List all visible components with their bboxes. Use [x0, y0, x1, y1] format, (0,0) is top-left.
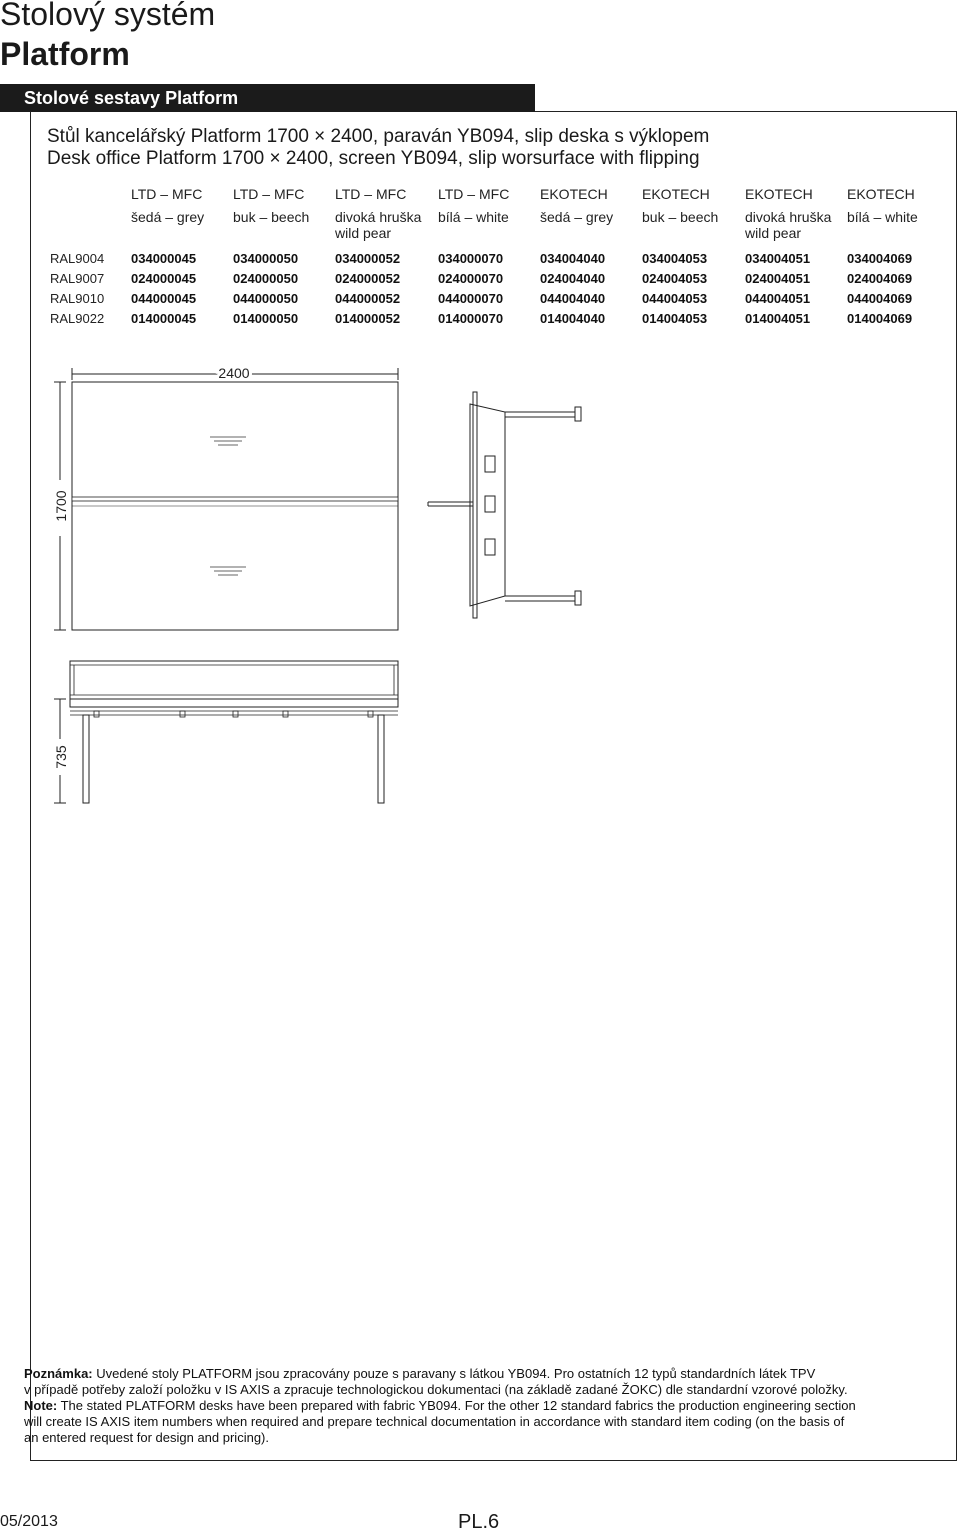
product-code-cell: 034000052: [335, 251, 401, 266]
column-material: EKOTECH: [540, 186, 608, 202]
note-label-cs: Poznámka:: [24, 1366, 93, 1381]
note-label-en: Note:: [24, 1398, 58, 1413]
product-code-cell: 044004051: [745, 291, 811, 306]
product-code-cell: 034000070: [438, 251, 504, 266]
row-ral-label: RAL9010: [50, 291, 105, 306]
column-material: LTD – MFC: [233, 186, 305, 202]
product-code-cell: 034004053: [642, 251, 708, 266]
product-code-cell: 014004051: [745, 311, 811, 326]
width-dimension-label: 2400: [218, 365, 250, 381]
column-color: divoká hruška: [335, 209, 422, 225]
row-ral-label: RAL9007: [50, 271, 105, 286]
product-code-cell: 044000050: [233, 291, 299, 306]
column-material: EKOTECH: [847, 186, 915, 202]
column-material: LTD – MFC: [131, 186, 203, 202]
column-color-en: wild pear: [745, 225, 802, 241]
brand-subtitle: Platform: [0, 36, 130, 72]
product-title-cs: Stůl kancelářský Platform 1700 × 2400, paraván YB094, slip deska s výklopem: [47, 126, 710, 147]
product-code-cell: 014004053: [642, 311, 708, 326]
product-title-en: Desk office Platform 1700 × 2400, screen YB094, slip worsurface with flipping: [47, 148, 700, 169]
column-color-en: wild pear: [335, 225, 392, 241]
product-code-cell: 034004069: [847, 251, 913, 266]
footer-page-number: PL.6: [458, 1511, 500, 1533]
section-header: Stolové sestavy Platform: [0, 84, 535, 112]
column-color: buk – beech: [233, 209, 310, 225]
product-code-cell: 024004069: [847, 271, 913, 286]
product-code-cell: 044004040: [540, 291, 606, 306]
depth-dimension-label: 1700: [53, 490, 69, 522]
product-code-cell: 014004040: [540, 311, 606, 326]
frame-top-rule: [535, 111, 957, 112]
brand-title: Stolový systém: [0, 0, 216, 32]
note-text-en-1: The stated PLATFORM desks have been prepared with fabric YB094. For the other 12 standard fabrics the production engineering section: [57, 1398, 856, 1413]
note-text-cs-2: v případě potřeby založí položku v IS AXIS a zpracuje technologickou dokumentaci (na základě zadané ŽOKC) dle standardní vzorové položky.: [24, 1382, 848, 1397]
column-color: buk – beech: [642, 209, 719, 225]
product-code-cell: 014000070: [438, 311, 504, 326]
column-color: bílá – white: [438, 209, 509, 225]
column-color: šedá – grey: [540, 209, 614, 225]
product-code-cell: 014004069: [847, 311, 913, 326]
side-view-drawing: [425, 384, 595, 624]
front-view-drawing: [50, 655, 410, 815]
product-code-cell: 024004040: [540, 271, 606, 286]
product-code-cell: 044004069: [847, 291, 913, 306]
footer-date: 05/2013: [0, 1513, 58, 1530]
product-code-cell: 024000045: [131, 271, 197, 286]
row-ral-label: RAL9004: [50, 251, 105, 266]
product-code-cell: 024000070: [438, 271, 504, 286]
column-material: LTD – MFC: [438, 186, 510, 202]
product-code-cell: 044000045: [131, 291, 197, 306]
note-text-en-2: will create IS AXIS item numbers when required and prepare technical documentation in accordance with standard item coding (on the basis of: [24, 1414, 845, 1429]
row-ral-label: RAL9022: [50, 311, 105, 326]
note-text-cs-1: Uvedené stoly PLATFORM jsou zpracovány pouze s paravany s látkou YB094. Pro ostatních 12 typů standardních látek TPV: [92, 1366, 816, 1381]
column-color: šedá – grey: [131, 209, 205, 225]
product-code-cell: 024000050: [233, 271, 299, 286]
product-code-cell: 044000052: [335, 291, 401, 306]
product-code-cell: 034004051: [745, 251, 811, 266]
product-code-cell: 024000052: [335, 271, 401, 286]
product-code-cell: 034000050: [233, 251, 299, 266]
column-material: EKOTECH: [745, 186, 813, 202]
product-code-cell: 014000052: [335, 311, 401, 326]
top-view-drawing: [50, 360, 410, 640]
product-code-cell: 034004040: [540, 251, 606, 266]
product-code-cell: 024004053: [642, 271, 708, 286]
note-block: [24, 1366, 936, 1446]
column-material: EKOTECH: [642, 186, 710, 202]
product-code-cell: 024004051: [745, 271, 811, 286]
product-code-cell: 044004053: [642, 291, 708, 306]
height-dimension-label: 735: [53, 745, 69, 769]
product-code-cell: 044000070: [438, 291, 504, 306]
note-text-en-3: an entered request for design and pricing).: [24, 1430, 269, 1445]
product-code-cell: 034000045: [131, 251, 197, 266]
column-material: LTD – MFC: [335, 186, 407, 202]
column-color: bílá – white: [847, 209, 918, 225]
product-code-cell: 014000045: [131, 311, 197, 326]
product-code-cell: 014000050: [233, 311, 299, 326]
column-color: divoká hruška: [745, 209, 832, 225]
